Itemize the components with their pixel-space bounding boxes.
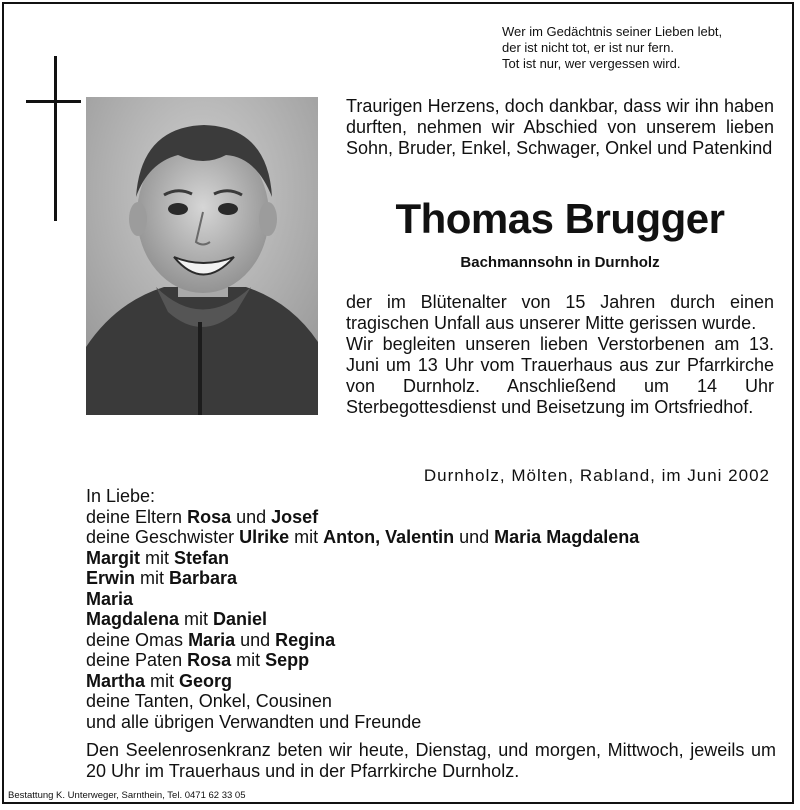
cross-icon-bar bbox=[26, 100, 81, 103]
mourner-relation: deine Omas bbox=[86, 629, 189, 650]
mourner-name: Martha bbox=[86, 670, 146, 691]
mourner-line bbox=[86, 527, 766, 548]
rosary-notice: Den Seelenrosenkranz beten wir heute, Dienstag, und morgen, Mittwoch, jeweils um 20 Uhr im Trauerhaus und in der Pfarrkirche Durnholz. bbox=[86, 740, 776, 781]
mourner-name: Sepp bbox=[265, 650, 310, 670]
mourner-line bbox=[86, 650, 766, 671]
mourner-line bbox=[86, 548, 766, 569]
mourner-name: Magdalena bbox=[86, 609, 180, 629]
mourner-name: Erwin bbox=[86, 568, 136, 588]
mourners-list bbox=[86, 486, 766, 732]
mourner-relation: mit bbox=[140, 547, 174, 568]
motto-line: Tot ist nur, wer vergessen wird. bbox=[502, 56, 681, 71]
mourner-name: Daniel bbox=[213, 609, 268, 629]
mourner-line bbox=[86, 630, 766, 651]
mourner-line bbox=[86, 712, 766, 733]
portrait-photo bbox=[86, 97, 318, 415]
motto-line: Wer im Gedächtnis seiner Lieben lebt, bbox=[502, 24, 723, 39]
mourner-relation: mit bbox=[289, 527, 324, 547]
cross-icon bbox=[54, 56, 57, 221]
announcement-body bbox=[346, 292, 774, 418]
mourner-name: Anton, Valentin bbox=[323, 527, 455, 547]
mourner-line bbox=[86, 671, 766, 692]
mourner-relation: und alle übrigen Verwandten und Freunde bbox=[86, 711, 422, 732]
mourner-relation: deine Paten bbox=[86, 650, 188, 670]
mourner-relation: mit bbox=[231, 650, 266, 670]
mourner-line bbox=[86, 507, 766, 528]
mourner-name: Josef bbox=[271, 506, 319, 527]
mourner-relation: und bbox=[454, 527, 495, 547]
accident-paragraph: der im Blütenalter von 15 Jahren durch einen tragischen Unfall aus unserer Mitte gerissen wurde. bbox=[346, 292, 774, 333]
mourner-name: Maria Magdalena bbox=[494, 527, 640, 547]
mourner-name: Barbara bbox=[169, 568, 238, 588]
mourner-relation: mit bbox=[135, 568, 170, 588]
mourner-name: Rosa bbox=[187, 506, 232, 527]
mourner-name: Ulrike bbox=[239, 527, 290, 547]
obituary-notice bbox=[2, 2, 794, 804]
mourners-intro: In Liebe: bbox=[86, 486, 156, 506]
mourner-relation: mit bbox=[145, 670, 180, 691]
place-and-date: Durnholz, Mölten, Rabland, im Juni 2002 bbox=[423, 466, 770, 485]
mourner-line bbox=[86, 568, 766, 589]
mourner-relation: und bbox=[231, 506, 272, 527]
mourner-name: Maria bbox=[188, 629, 236, 650]
mourner-relation: deine Geschwister bbox=[86, 527, 240, 547]
deceased-origin: Bachmannsohn in Durnholz bbox=[460, 254, 660, 271]
mourner-lines bbox=[86, 507, 766, 733]
mourner-name: Georg bbox=[179, 670, 233, 691]
mourner-line bbox=[86, 609, 766, 630]
motto-verse bbox=[502, 24, 762, 72]
mourner-name: Maria bbox=[86, 588, 134, 609]
motto-line: der ist nicht tot, er ist nur fern. bbox=[502, 40, 674, 55]
mourner-line bbox=[86, 589, 766, 610]
mourner-relation: mit bbox=[179, 609, 214, 629]
mourner-relation: deine Tanten, Onkel, Cousinen bbox=[86, 691, 332, 711]
mourner-name: Rosa bbox=[187, 650, 232, 670]
mourner-name: Regina bbox=[275, 629, 336, 650]
intro-text: Traurigen Herzens, doch dankbar, dass wir ihn haben durften, nehmen wir Abschied von unserem lieben Sohn, Bruder, Enkel, Schwager, Onkel und Patenkind bbox=[346, 96, 774, 158]
mourner-name: Margit bbox=[86, 547, 140, 568]
mourner-name: Stefan bbox=[174, 547, 230, 568]
mourner-relation: deine Eltern bbox=[86, 506, 188, 527]
funeral-home-credit: Bestattung K. Unterweger, Sarnthein, Tel. 0471 62 33 05 bbox=[8, 790, 246, 801]
mourner-line bbox=[86, 691, 766, 712]
mourner-relation: und bbox=[235, 629, 276, 650]
funeral-paragraph: Wir begleiten unseren lieben Verstorbenen am 13. Juni um 13 Uhr vom Trauerhaus aus zur Pfarrkirche von Durnholz. Anschließend um 14 Uhr Sterbegottesdienst und Beisetzung im Ortsfriedhof. bbox=[346, 334, 774, 417]
deceased-name: Thomas Brugger bbox=[395, 195, 725, 242]
